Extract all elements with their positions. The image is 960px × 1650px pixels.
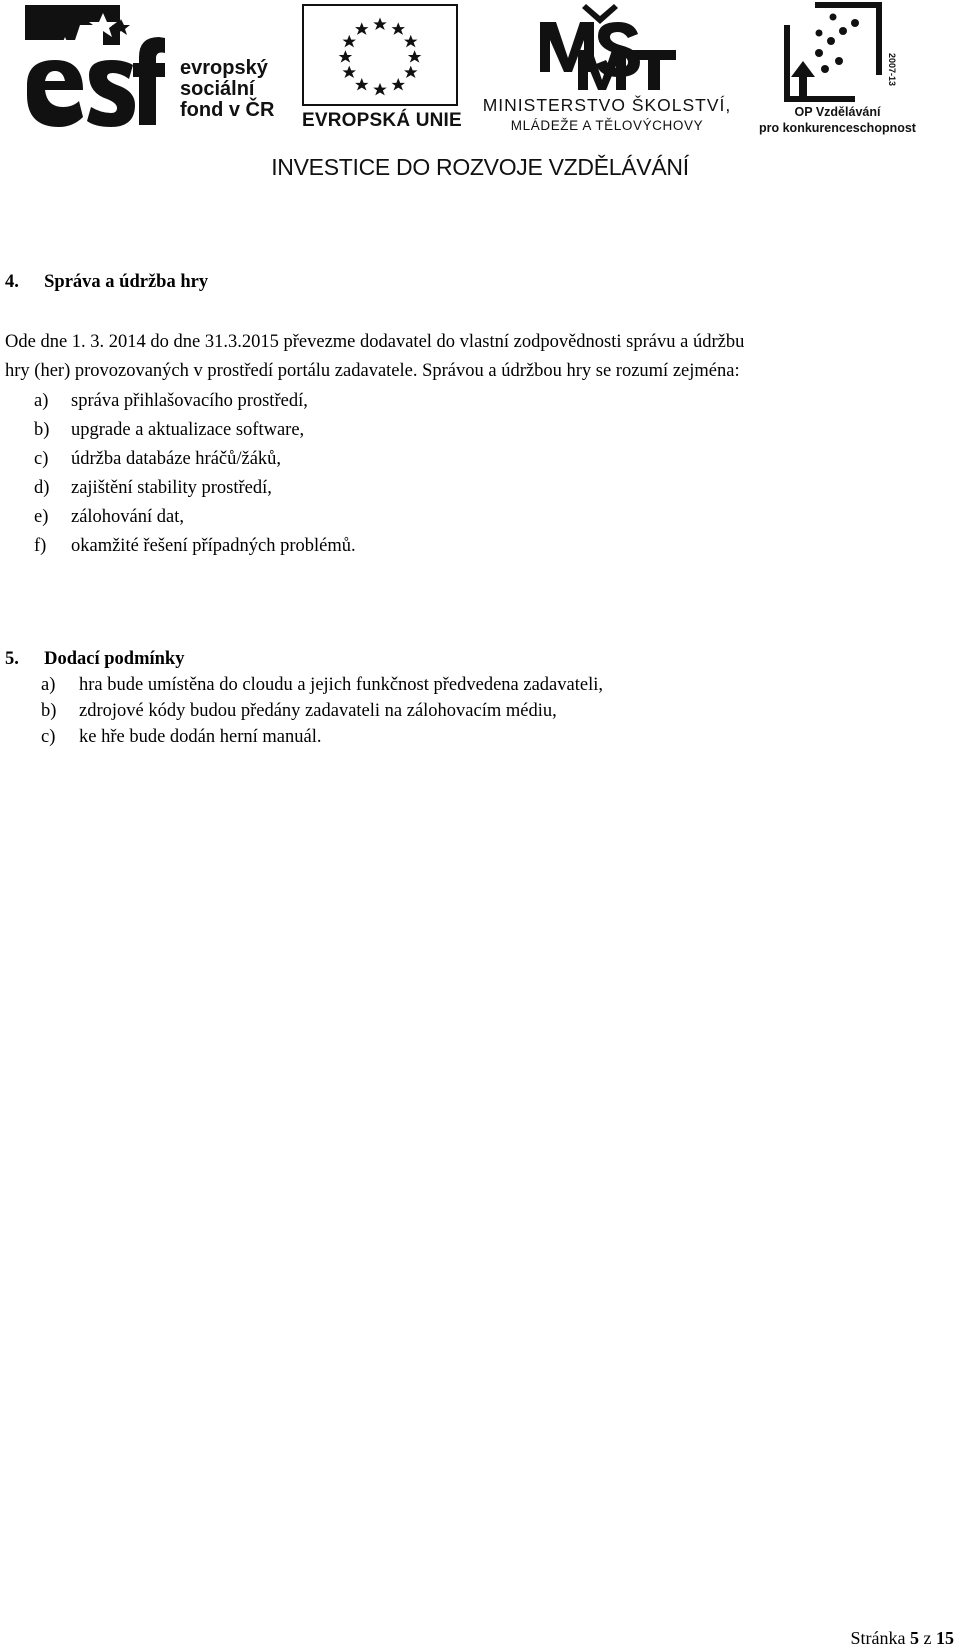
section5-number: 5. — [5, 649, 19, 669]
section4-heading — [5, 272, 208, 293]
list-item-text: zajištění stability prostředí, — [71, 478, 272, 498]
msmt-line2: MLÁDEŽE A TĚLOVÝCHOVY — [510, 118, 704, 133]
esf-line1: evropský — [180, 57, 268, 79]
list-marker: b) — [34, 420, 50, 440]
list-marker: a) — [41, 675, 56, 695]
list-marker: f) — [34, 536, 47, 556]
section4-number: 4. — [5, 272, 19, 292]
msmt-caption — [472, 95, 742, 133]
list-marker: e) — [34, 507, 49, 527]
list-marker: c) — [34, 449, 49, 469]
list-marker: b) — [41, 701, 57, 721]
list-item — [34, 449, 281, 470]
page-footer — [851, 1628, 954, 1649]
list-item-text: okamžité řešení případných problémů. — [71, 536, 356, 556]
list-item — [34, 391, 308, 412]
list-item — [41, 675, 603, 696]
page-label: Stránka — [850, 1628, 906, 1648]
list-item — [34, 478, 272, 499]
list-item-text: upgrade a aktualizace software, — [71, 420, 305, 440]
list-item-text: ke hře bude dodán herní manuál. — [79, 727, 322, 747]
op-year-text: 2007-13 — [887, 53, 897, 87]
msmt-line1: MINISTERSTVO ŠKOLSTVÍ, — [482, 95, 732, 115]
esf-line3: fond v ČR — [180, 99, 275, 121]
section4-paragraph-line2: hry (her) provozovaných v prostředí portálu zadavatele. Správou a údržbou hry se rozumí zejména: — [5, 361, 740, 381]
esf-logo-text — [180, 58, 274, 121]
section5-title: Dodací podmínky — [44, 649, 185, 669]
op-caption — [745, 104, 930, 136]
list-item-text: správa přihlašovacího prostředí, — [71, 391, 308, 411]
esf-logo-icon — [25, 5, 165, 130]
page-total: 15 — [936, 1628, 954, 1648]
header-logos — [0, 0, 960, 180]
list-item-text: zdrojové kódy budou předány zadavateli na zálohovacím médiu, — [79, 701, 557, 721]
op-line1: OP Vzdělávání — [794, 105, 881, 119]
list-marker: c) — [41, 727, 56, 747]
esf-line2: sociální — [180, 78, 255, 100]
list-item — [34, 420, 304, 441]
list-item-text: zálohování dat, — [71, 507, 185, 527]
list-item — [34, 536, 356, 557]
eu-caption: EVROPSKÁ UNIE — [302, 110, 462, 131]
section4-paragraph-line1: Ode dne 1. 3. 2014 do dne 31.3.2015 převezme dodavatel do vlastní zodpovědnosti správu a údržbu — [5, 332, 745, 352]
eu-flag-icon — [302, 4, 458, 106]
list-item-text: hra bude umístěna do cloudu a jejich funkčnost předvedena zadavateli, — [79, 675, 603, 695]
msmt-logo-icon — [538, 2, 678, 92]
list-marker: d) — [34, 478, 50, 498]
section4-title: Správa a údržba hry — [44, 272, 209, 292]
op-line2: pro konkurenceschopnost — [759, 121, 916, 135]
header-tagline: INVESTICE DO ROZVOJE VZDĚLÁVÁNÍ — [271, 154, 689, 180]
op-logo-icon — [785, 3, 895, 103]
list-item — [41, 701, 557, 722]
section5-heading — [5, 649, 184, 670]
list-item — [41, 727, 321, 748]
list-marker: a) — [34, 391, 49, 411]
list-item — [34, 507, 184, 528]
page-of-label: z — [923, 1628, 932, 1648]
list-item-text: údržba databáze hráčů/žáků, — [71, 449, 282, 469]
page-number: 5 — [910, 1628, 919, 1648]
